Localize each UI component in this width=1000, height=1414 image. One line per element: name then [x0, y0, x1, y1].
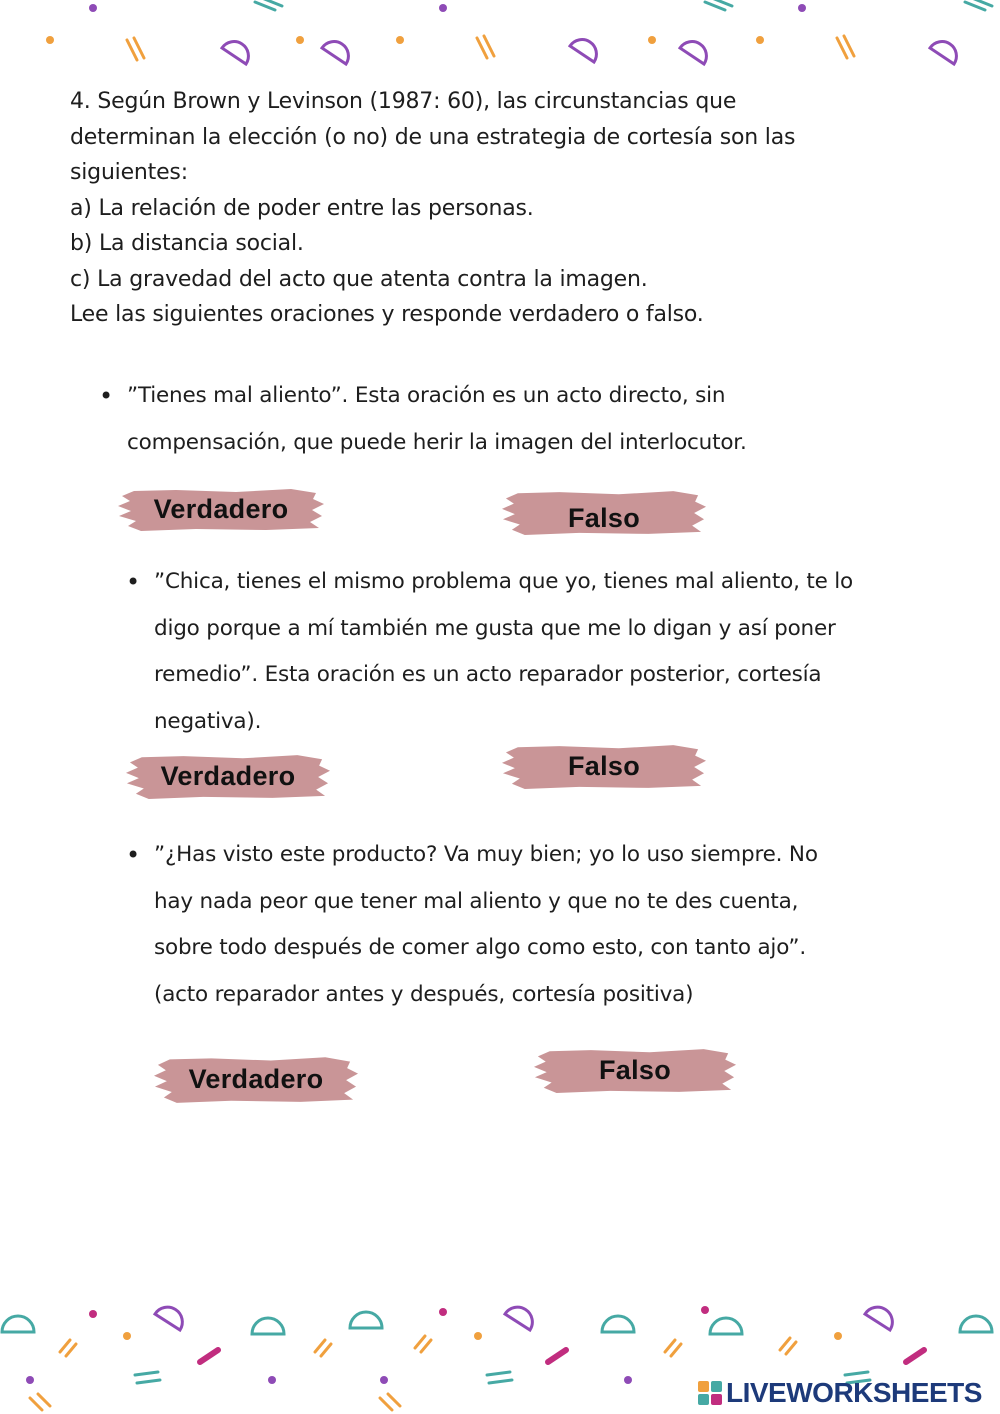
answer-true-button-1[interactable]: Verdadero [116, 486, 326, 532]
confetti-decoration-top [0, 0, 1000, 90]
logo-text: LIVEWORKSHEETS [726, 1377, 982, 1408]
intro-line: Lee las siguientes oraciones y responde verdadero o falso. [70, 302, 704, 327]
statement-line: ”Tienes mal aliento”. Esta oración es un acto directo, sin [127, 383, 726, 408]
statement-1 [99, 373, 847, 466]
logo-squares-icon [698, 1381, 722, 1405]
statement-line: digo porque a mí también me gusta que me lo digan y así poner [154, 615, 836, 641]
bullet-icon: • [126, 568, 140, 596]
answer-false-button-2[interactable]: Falso [500, 742, 708, 790]
answer-true-button-2[interactable]: Verdadero [124, 752, 332, 800]
statement-line: negativa). [154, 708, 262, 734]
statement-3 [126, 832, 894, 1018]
intro-line: determinan la elección (o no) de una estrategia de cortesía son las [70, 124, 796, 150]
intro-line: a) La relación de poder entre las personas. [70, 195, 534, 221]
statement-line: (acto reparador antes y después, cortesía positiva) [154, 981, 694, 1007]
bullet-icon: • [99, 382, 113, 410]
intro-line: siguientes: [70, 160, 188, 185]
answer-true-button-3[interactable]: Verdadero [152, 1054, 360, 1104]
intro-line: c) La gravedad del acto que atenta contra la imagen. [70, 266, 648, 292]
liveworksheets-logo [698, 1376, 982, 1410]
statement-line: ”Chica, tienes el mismo problema que yo, tienes mal aliento, te lo [154, 569, 853, 594]
statement-line: compensación, que puede herir la imagen del interlocutor. [127, 429, 747, 455]
statement-line: remedio”. Esta oración es un acto reparador posterior, cortesía [154, 662, 822, 687]
intro-line: 4. Según Brown y Levinson (1987: 60), las circunstancias que [70, 89, 737, 114]
statement-line: ”¿Has visto este producto? Va muy bien; yo lo uso siempre. No [154, 842, 818, 867]
bullet-icon: • [126, 841, 140, 869]
instructions-text [70, 84, 910, 333]
statement-line: hay nada peor que tener mal aliento y que no te des cuenta, [154, 888, 799, 914]
intro-line: b) La distancia social. [70, 231, 304, 256]
statement-line: sobre todo después de comer algo como esto, con tanto ajo”. [154, 935, 806, 960]
answer-false-button-1[interactable]: Falso [500, 488, 708, 536]
answer-false-button-3[interactable]: Falso [532, 1046, 738, 1094]
statement-2 [126, 559, 894, 745]
